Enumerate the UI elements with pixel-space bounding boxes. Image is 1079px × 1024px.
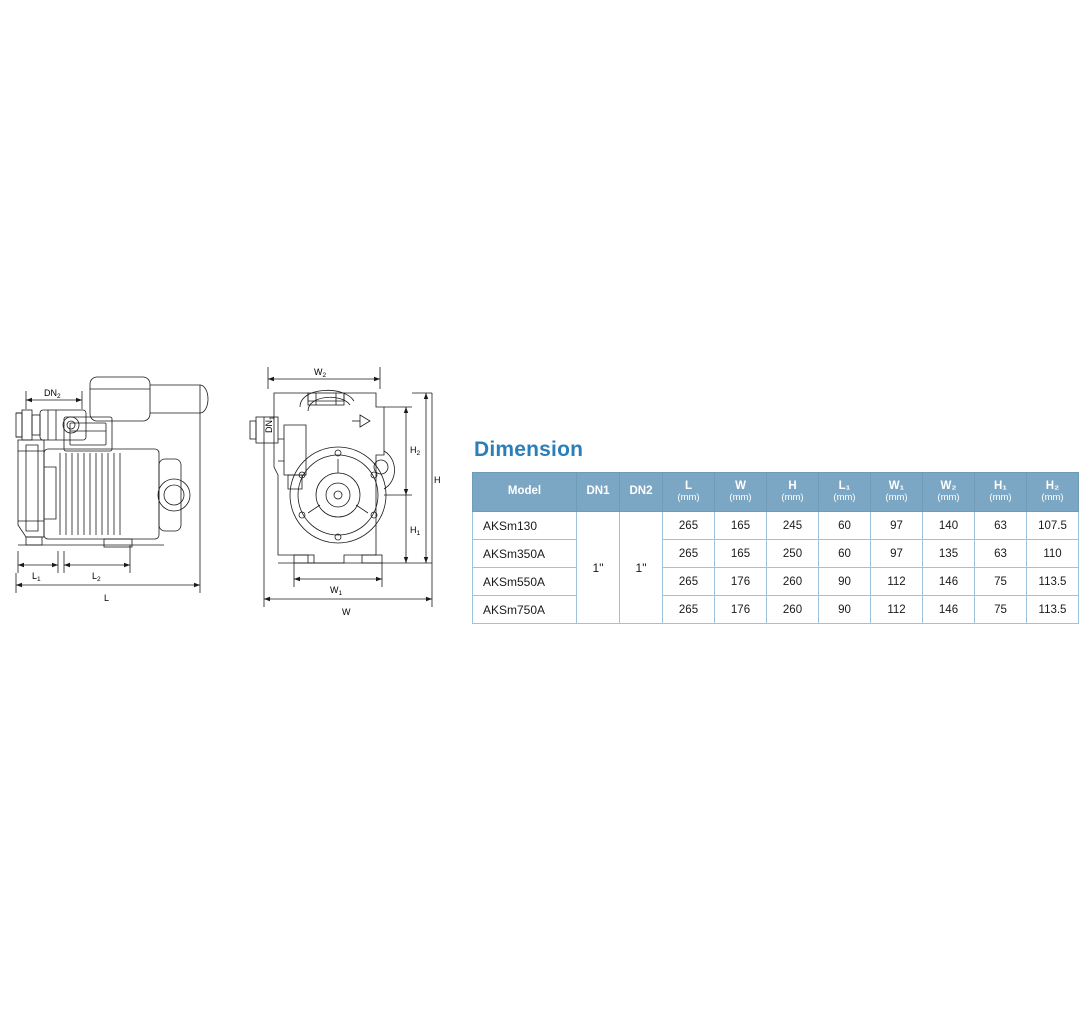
cell-h2: 113.5 (1027, 596, 1079, 624)
table-row (473, 540, 1079, 568)
pump-front-view (248, 355, 458, 625)
label-dn2: $DN_2$ (44, 388, 61, 400)
label-w1: $W_1$ (330, 585, 343, 597)
col-w1: W₁ (mm) (871, 473, 923, 512)
cell-h1: 63 (975, 540, 1027, 568)
cell-h2: 113.5 (1027, 568, 1079, 596)
table-row (473, 512, 1079, 540)
dimension-table (472, 472, 1079, 624)
table-header-row (473, 473, 1079, 512)
col-h1: H₁ (mm) (975, 473, 1027, 512)
col-l: L (mm) (663, 473, 715, 512)
cell-dn1: 1" (577, 512, 620, 624)
table-row (473, 568, 1079, 596)
cell-l: 265 (663, 512, 715, 540)
cell-l: 265 (663, 540, 715, 568)
col-dn1: DN1 (577, 473, 620, 512)
label-w2: $W_2$ (314, 367, 327, 379)
cell-l1: 90 (819, 596, 871, 624)
cell-w: 165 (715, 512, 767, 540)
cell-model: AKSm750A (473, 596, 577, 624)
label-w: W (342, 607, 351, 617)
label-h: H (434, 475, 441, 485)
col-h: H (mm) (767, 473, 819, 512)
cell-w: 176 (715, 596, 767, 624)
label-l: L (104, 593, 110, 603)
cell-w: 176 (715, 568, 767, 596)
cell-h1: 63 (975, 512, 1027, 540)
label-h2: $H_2$ (410, 445, 421, 457)
cell-model: AKSm550A (473, 568, 577, 596)
cell-model: AKSm350A (473, 540, 577, 568)
cell-w1: 97 (871, 540, 923, 568)
col-w2: W₂ (mm) (923, 473, 975, 512)
cell-dn2: 1" (620, 512, 663, 624)
cell-h: 260 (767, 568, 819, 596)
cell-w1: 112 (871, 596, 923, 624)
cell-w2: 135 (923, 540, 975, 568)
cell-w2: 146 (923, 568, 975, 596)
cell-h2: 110 (1027, 540, 1079, 568)
cell-l1: 60 (819, 540, 871, 568)
col-dn2: DN2 (620, 473, 663, 512)
cell-h1: 75 (975, 568, 1027, 596)
label-l1: $L_1$ (32, 571, 41, 583)
cell-w1: 97 (871, 512, 923, 540)
cell-h: 250 (767, 540, 819, 568)
cell-w2: 140 (923, 512, 975, 540)
label-l2: $L_2$ (92, 571, 101, 583)
cell-h: 260 (767, 596, 819, 624)
cell-l1: 60 (819, 512, 871, 540)
cell-w: 165 (715, 540, 767, 568)
pump-side-view (4, 355, 234, 625)
col-model: Model (473, 473, 577, 512)
cell-model: AKSm130 (473, 512, 577, 540)
cell-h2: 107.5 (1027, 512, 1079, 540)
table-row (473, 596, 1079, 624)
col-w: W (mm) (715, 473, 767, 512)
cell-w2: 146 (923, 596, 975, 624)
dimension-title: Dimension (474, 438, 584, 461)
dimension-section (472, 438, 1067, 624)
col-l1: L₁ (mm) (819, 473, 871, 512)
label-dn1: $DN_1$ (264, 416, 276, 433)
cell-h: 245 (767, 512, 819, 540)
cell-l: 265 (663, 568, 715, 596)
col-h2: H₂ (mm) (1027, 473, 1079, 512)
label-h1: $H_1$ (410, 525, 421, 537)
cell-l1: 90 (819, 568, 871, 596)
cell-w1: 112 (871, 568, 923, 596)
cell-h1: 75 (975, 596, 1027, 624)
cell-l: 265 (663, 596, 715, 624)
